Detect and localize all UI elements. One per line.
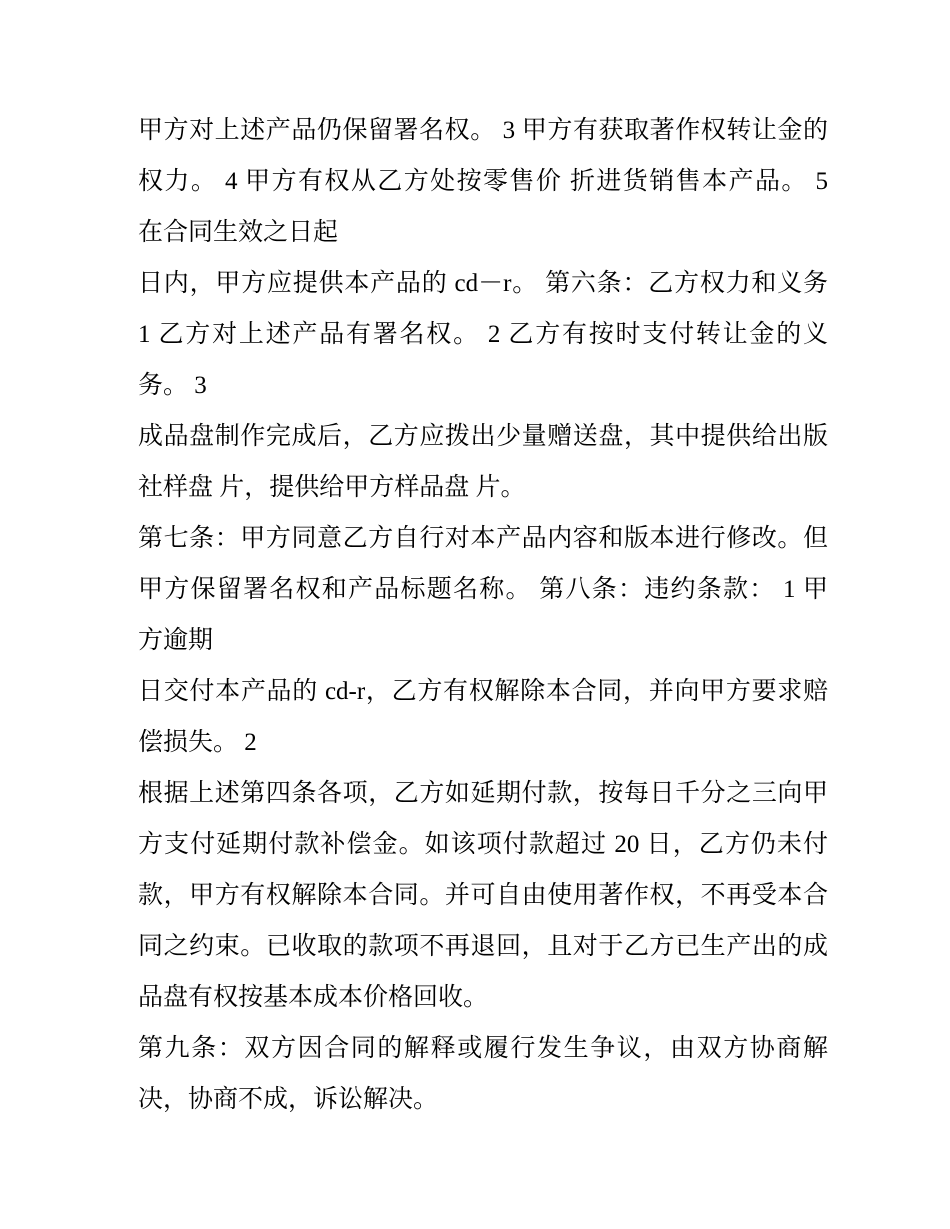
document-line: 日交付本产品的 cd-r，乙方有权解除本合同，并向甲方要求赔 [138, 678, 828, 705]
document-line: 根据上述第四条各项，乙方如延期付款，按每日千分之三向甲 [138, 780, 828, 807]
document-line: 决，协商不成，诉讼解决。 [138, 1086, 439, 1113]
document-line: 同之约束。已收取的款项不再退回，且对于乙方已生产出的成 [138, 933, 828, 960]
document-line: 第九条：双方因合同的解释或履行发生争议，由双方协商解 [138, 1035, 828, 1062]
document-line: 第七条：甲方同意乙方自行对本产品内容和版本进行修改。但 [138, 525, 828, 552]
document-line: 日内，甲方应提供本产品的 cd－r。 第六条：乙方权力和义务 [138, 270, 828, 297]
document-line: 品盘有权按基本成本价格回收。 [138, 984, 489, 1011]
document-line: 成品盘制作完成后，乙方应拨出少量赠送盘，其中提供给出版 [138, 423, 828, 450]
document-line: 务。 3 [138, 372, 207, 399]
document-line: 社样盘 片，提供给甲方样品盘 片。 [138, 474, 526, 501]
document-line: 甲方对上述产品仍保留署名权。 3 甲方有获取著作权转让金的 [138, 117, 828, 144]
document-line: 方支付延期付款补偿金。如该项付款超过 20 日，乙方仍未付 [138, 831, 828, 858]
document-line: 甲方保留署名权和产品标题名称。 第八条：违约条款： 1 甲 [138, 576, 828, 603]
contract-text-block [138, 105, 828, 1125]
document-line: 在合同生效之日起 [138, 219, 339, 246]
document-line: 偿损失。 2 [138, 729, 257, 756]
document-line: 权力。 4 甲方有权从乙方处按零售价 折进货销售本产品。 5 [138, 168, 828, 195]
document-line: 1 乙方对上述产品有署名权。 2 乙方有按时支付转让金的义 [138, 321, 828, 348]
document-line: 款，甲方有权解除本合同。并可自由使用著作权，不再受本合 [138, 882, 828, 909]
document-line: 方逾期 [138, 627, 214, 654]
